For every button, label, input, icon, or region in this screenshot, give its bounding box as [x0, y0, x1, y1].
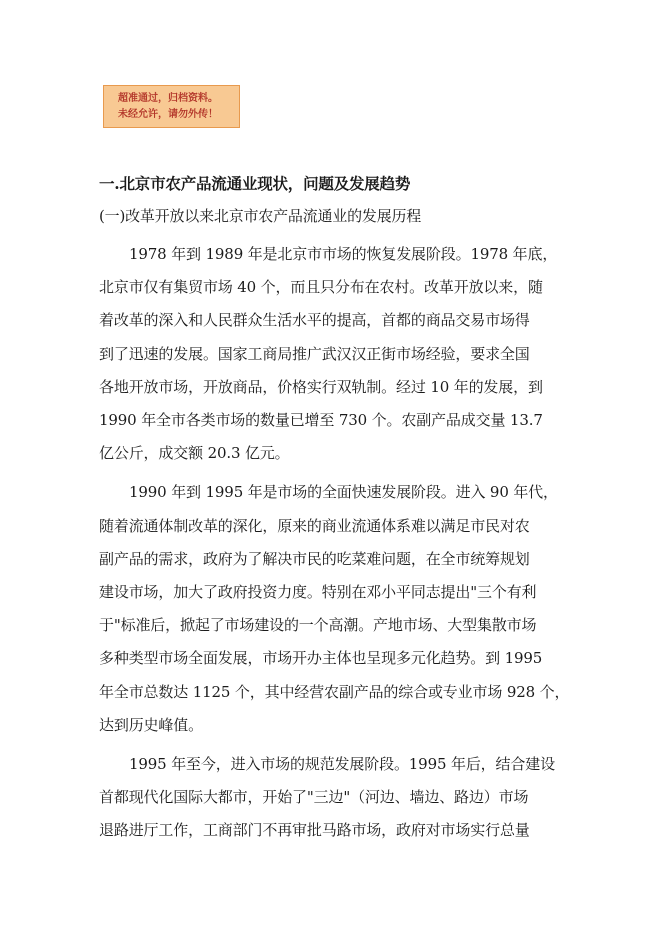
paragraph-line: 达到历史峰值。	[99, 715, 203, 734]
document-body	[99, 172, 570, 854]
paragraph-line: 副产品的需求，政府为了解决市民的吃菜难问题，在全市统筹规划	[99, 549, 530, 568]
paragraph-1	[99, 238, 567, 470]
notice-box	[103, 85, 240, 128]
paragraph-line: 1978 年到 1989 年是北京市市场的恢复发展阶段。1978 年底，	[129, 245, 558, 263]
paragraph-line: 年全市总数达 1125 个，其中经营农副产品的综合或专业市场 928 个，	[99, 682, 570, 701]
subsection-heading: (一)改革开放以来北京市农产品流通业的发展历程	[99, 207, 422, 225]
paragraph-line: 着改革的深入和人民群众生活水平的提高，首都的商品交易市场得	[99, 311, 530, 330]
paragraph-2	[99, 476, 570, 742]
paragraph-line: 首都现代化国际大都市，开始了"三边"（河边、墙边、路边）市场	[99, 788, 529, 807]
paragraph-line: 多种类型市场全面发展，市场开办主体也呈现多元化趋势。到 1995	[99, 649, 543, 668]
paragraph-line: 到了迅速的发展。国家工商局推广武汉汉正街市场经验，要求全国	[99, 344, 530, 363]
paragraph-line: 退路进厅工作，工商部门不再审批马路市场，政府对市场实行总量	[99, 821, 530, 840]
paragraph-3	[99, 748, 567, 848]
paragraph-line: 亿公斤，成交额 20.3 亿元。	[99, 444, 290, 463]
paragraph-line: 于"标准后，掀起了市场建设的一个高潮。产地市场、大型集散市场	[99, 616, 537, 635]
paragraph-line: 随着流通体制改革的深化，原来的商业流通体系难以满足市民对农	[99, 516, 530, 535]
notice-line-1: 超准通过，归档资料。	[118, 93, 218, 104]
paragraph-line: 1995 年至今，进入市场的规范发展阶段。1995 年后，结合建设	[129, 755, 555, 774]
notice-line-2: 未经允许，请勿外传！	[118, 109, 218, 120]
paragraph-line: 各地开放市场，开放商品，价格实行双轨制。经过 10 年的发展，到	[99, 377, 543, 396]
paragraph-line: 1990 年全市各类市场的数量已增至 730 个。农副产品成交量 13.7	[99, 411, 543, 430]
paragraph-line: 建设市场，加大了政府投资力度。特别在邓小平同志提出"三个有利	[99, 583, 537, 602]
section-heading: 一.北京市农产品流通业现状，问题及发展趋势	[99, 174, 411, 193]
paragraph-line: 北京市仅有集贸市场 40 个，而且只分布在农村。改革开放以来，随	[99, 278, 543, 297]
paragraph-line: 1990 年到 1995 年是市场的全面快速发展阶段。进入 90 年代，	[129, 483, 558, 502]
